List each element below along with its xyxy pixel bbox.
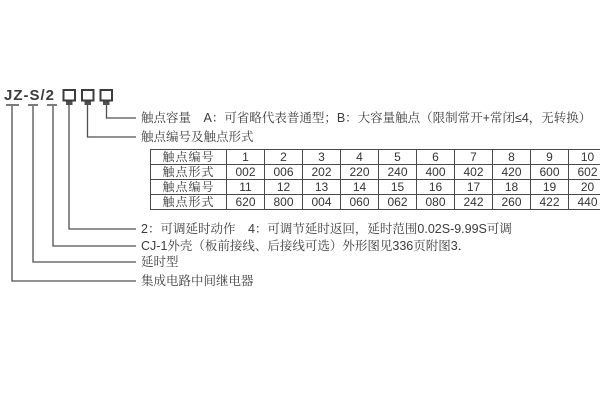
leader-line-delay-action bbox=[69, 105, 136, 229]
table-row bbox=[151, 180, 600, 195]
model-box-1 bbox=[64, 90, 76, 101]
row-header-cell: 触点编号 bbox=[151, 150, 227, 165]
table-row bbox=[151, 165, 600, 180]
model-designation-text: JZ-S/2 bbox=[4, 87, 56, 104]
model-box-2-tab bbox=[85, 102, 92, 106]
table-cell: 400 bbox=[417, 165, 455, 180]
table-cell: 13 bbox=[303, 180, 341, 195]
table-cell: 8 bbox=[493, 150, 531, 165]
model-box-3-tab bbox=[103, 102, 110, 106]
table-cell: 080 bbox=[417, 195, 455, 210]
table-cell: 17 bbox=[455, 180, 493, 195]
table-cell: 9 bbox=[531, 150, 569, 165]
table-cell: 402 bbox=[455, 165, 493, 180]
table-cell: 240 bbox=[379, 165, 417, 180]
table-cell: 420 bbox=[493, 165, 531, 180]
leader-line-relay-type bbox=[12, 106, 136, 281]
table-cell: 11 bbox=[227, 180, 265, 195]
leader-line-contact-number-form bbox=[88, 105, 137, 137]
table-cell: 7 bbox=[455, 150, 493, 165]
table-cell: 15 bbox=[379, 180, 417, 195]
label-relay-type: 集成电路中间继电器 bbox=[141, 274, 254, 288]
model-box-3 bbox=[101, 90, 113, 101]
table-cell: 260 bbox=[493, 195, 531, 210]
table-cell: 242 bbox=[455, 195, 493, 210]
table-cell: 440 bbox=[569, 195, 600, 210]
label-delay-action: 2：可调延时动作 4：可调节延时返回，延时范围0.02S-9.99S可调 bbox=[141, 222, 512, 236]
row-header-cell: 触点形式 bbox=[151, 195, 227, 210]
table-cell: 002 bbox=[227, 165, 265, 180]
table-cell: 6 bbox=[417, 150, 455, 165]
leader-line-contact-capacity bbox=[107, 105, 137, 118]
table-cell: 060 bbox=[341, 195, 379, 210]
table-cell: 14 bbox=[341, 180, 379, 195]
row-header-cell: 触点形式 bbox=[151, 165, 227, 180]
row-header-cell: 触点编号 bbox=[151, 180, 227, 195]
table-cell: 600 bbox=[531, 165, 569, 180]
table-cell: 800 bbox=[265, 195, 303, 210]
table-cell: 12 bbox=[265, 180, 303, 195]
table-cell: 20 bbox=[569, 180, 600, 195]
table-row bbox=[151, 150, 600, 165]
label-case: CJ-1外壳（板前接线、后接线可选）外形图见336页附图3． bbox=[141, 239, 471, 253]
table-cell: 006 bbox=[265, 165, 303, 180]
label-contact-number-form: 触点编号及触点形式 bbox=[141, 130, 254, 144]
table-cell: 18 bbox=[493, 180, 531, 195]
table-cell: 19 bbox=[531, 180, 569, 195]
table-cell: 422 bbox=[531, 195, 569, 210]
leader-line-delay-type bbox=[33, 106, 136, 262]
table-cell: 1 bbox=[227, 150, 265, 165]
label-delay-type: 延时型 bbox=[141, 255, 179, 269]
table-cell: 10 bbox=[569, 150, 600, 165]
table-cell: 602 bbox=[569, 165, 600, 180]
table-cell: 202 bbox=[303, 165, 341, 180]
table-cell: 4 bbox=[341, 150, 379, 165]
table-cell: 004 bbox=[303, 195, 341, 210]
table-cell: 620 bbox=[227, 195, 265, 210]
contact-table-body bbox=[151, 150, 600, 210]
table-row bbox=[151, 195, 600, 210]
table-cell: 16 bbox=[417, 180, 455, 195]
table-cell: 220 bbox=[341, 165, 379, 180]
label-contact-capacity: 触点容量 A：可省略代表普通型；B：大容量触点（限制常开+常闭≤4，无转换） bbox=[141, 111, 592, 125]
model-box-2 bbox=[82, 90, 94, 101]
contact-table bbox=[150, 149, 600, 210]
table-cell: 3 bbox=[303, 150, 341, 165]
table-cell: 062 bbox=[379, 195, 417, 210]
table-cell: 2 bbox=[265, 150, 303, 165]
model-box-1-tab bbox=[66, 102, 73, 106]
leader-line-case bbox=[53, 106, 136, 246]
table-cell: 5 bbox=[379, 150, 417, 165]
